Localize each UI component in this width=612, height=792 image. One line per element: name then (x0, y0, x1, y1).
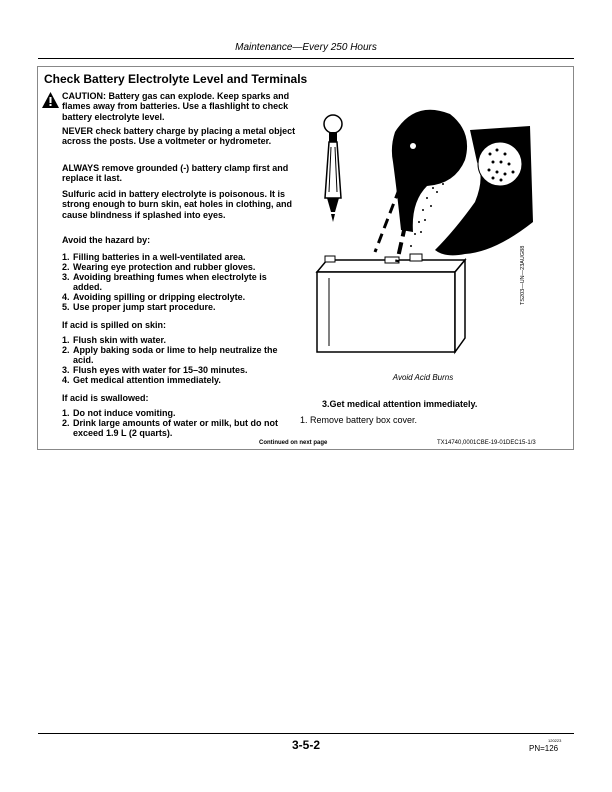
skin-list (62, 335, 298, 385)
figure-caption: Avoid Acid Burns (392, 373, 454, 382)
acid-burn-illustration (305, 102, 535, 367)
caution-text (62, 189, 298, 220)
list-item: 1. Do not induce vomiting. (62, 408, 176, 418)
list-item: 2. Apply baking soda or lime to help neutralize the acid. (62, 345, 278, 365)
caution-paragraph: Avoid the hazard by: (62, 235, 151, 245)
caution-text (62, 126, 298, 147)
list-item: 5. Use proper jump start procedure. (62, 302, 216, 312)
list-item: 4. Avoiding spilling or dripping electrolyte. (62, 292, 246, 302)
caution-paragraph: CAUTION: Battery gas can explode. Keep sparks and flames away from batteries. Use a flashlight to check battery electrolyte level. (62, 91, 290, 122)
header-rule (38, 58, 574, 59)
continued-note: Continued on next page (259, 440, 328, 446)
small-code: 120223 (548, 738, 562, 743)
list-item: 2. Drink large amounts of water or milk, but do not exceed 1.9 L (2 quarts). (62, 418, 279, 438)
list-item: 3. Flush eyes with water for 15–30 minutes. (62, 365, 248, 375)
step-1: 1. Remove battery box cover. (300, 415, 418, 425)
footer-rule (38, 733, 574, 734)
skin-heading: If acid is spilled on skin: (62, 320, 167, 330)
avoid-list (62, 252, 298, 312)
step-3-right: 3.Get medical attention immediately. (322, 399, 478, 409)
reference-code: TX14740,0001CBE-19-01DEC15-1/3 (437, 440, 536, 446)
caution-text (62, 235, 298, 245)
pn-number: PN=126 (529, 744, 559, 753)
list-item: 3. Avoiding breathing fumes when electrolyte is added. (62, 272, 267, 292)
swallow-heading: If acid is swallowed: (62, 393, 149, 403)
section-title: Check Battery Electrolyte Level and Terminals (44, 72, 308, 86)
page-number: 3-5-2 (291, 738, 320, 752)
list-item: 1. Flush skin with water. (62, 335, 167, 345)
figure-id: TS203—UN—23AUG88 (520, 245, 526, 305)
caution-paragraph: ALWAYS remove grounded (-) battery clamp first and replace it last. (62, 163, 289, 184)
swallow-list (62, 408, 298, 438)
running-header: Maintenance—Every 250 Hours (235, 42, 377, 53)
list-item: 4. Get medical attention immediately. (62, 375, 221, 385)
list-item: 1. Filling batteries in a well-ventilated area. (62, 252, 246, 262)
caution-text (62, 163, 298, 184)
list-item: 2. Wearing eye protection and rubber gloves. (62, 262, 256, 272)
caution-paragraph: Sulfuric acid in battery electrolyte is poisonous. It is strong enough to burn skin, eat holes in clothing, and cause blindness if splashed into eyes. (62, 189, 293, 220)
warning-icon (42, 92, 59, 108)
caution-paragraph: NEVER check battery charge by placing a metal object across the posts. Use a voltmeter or hydrometer. (62, 126, 296, 147)
caution-text (62, 91, 298, 122)
